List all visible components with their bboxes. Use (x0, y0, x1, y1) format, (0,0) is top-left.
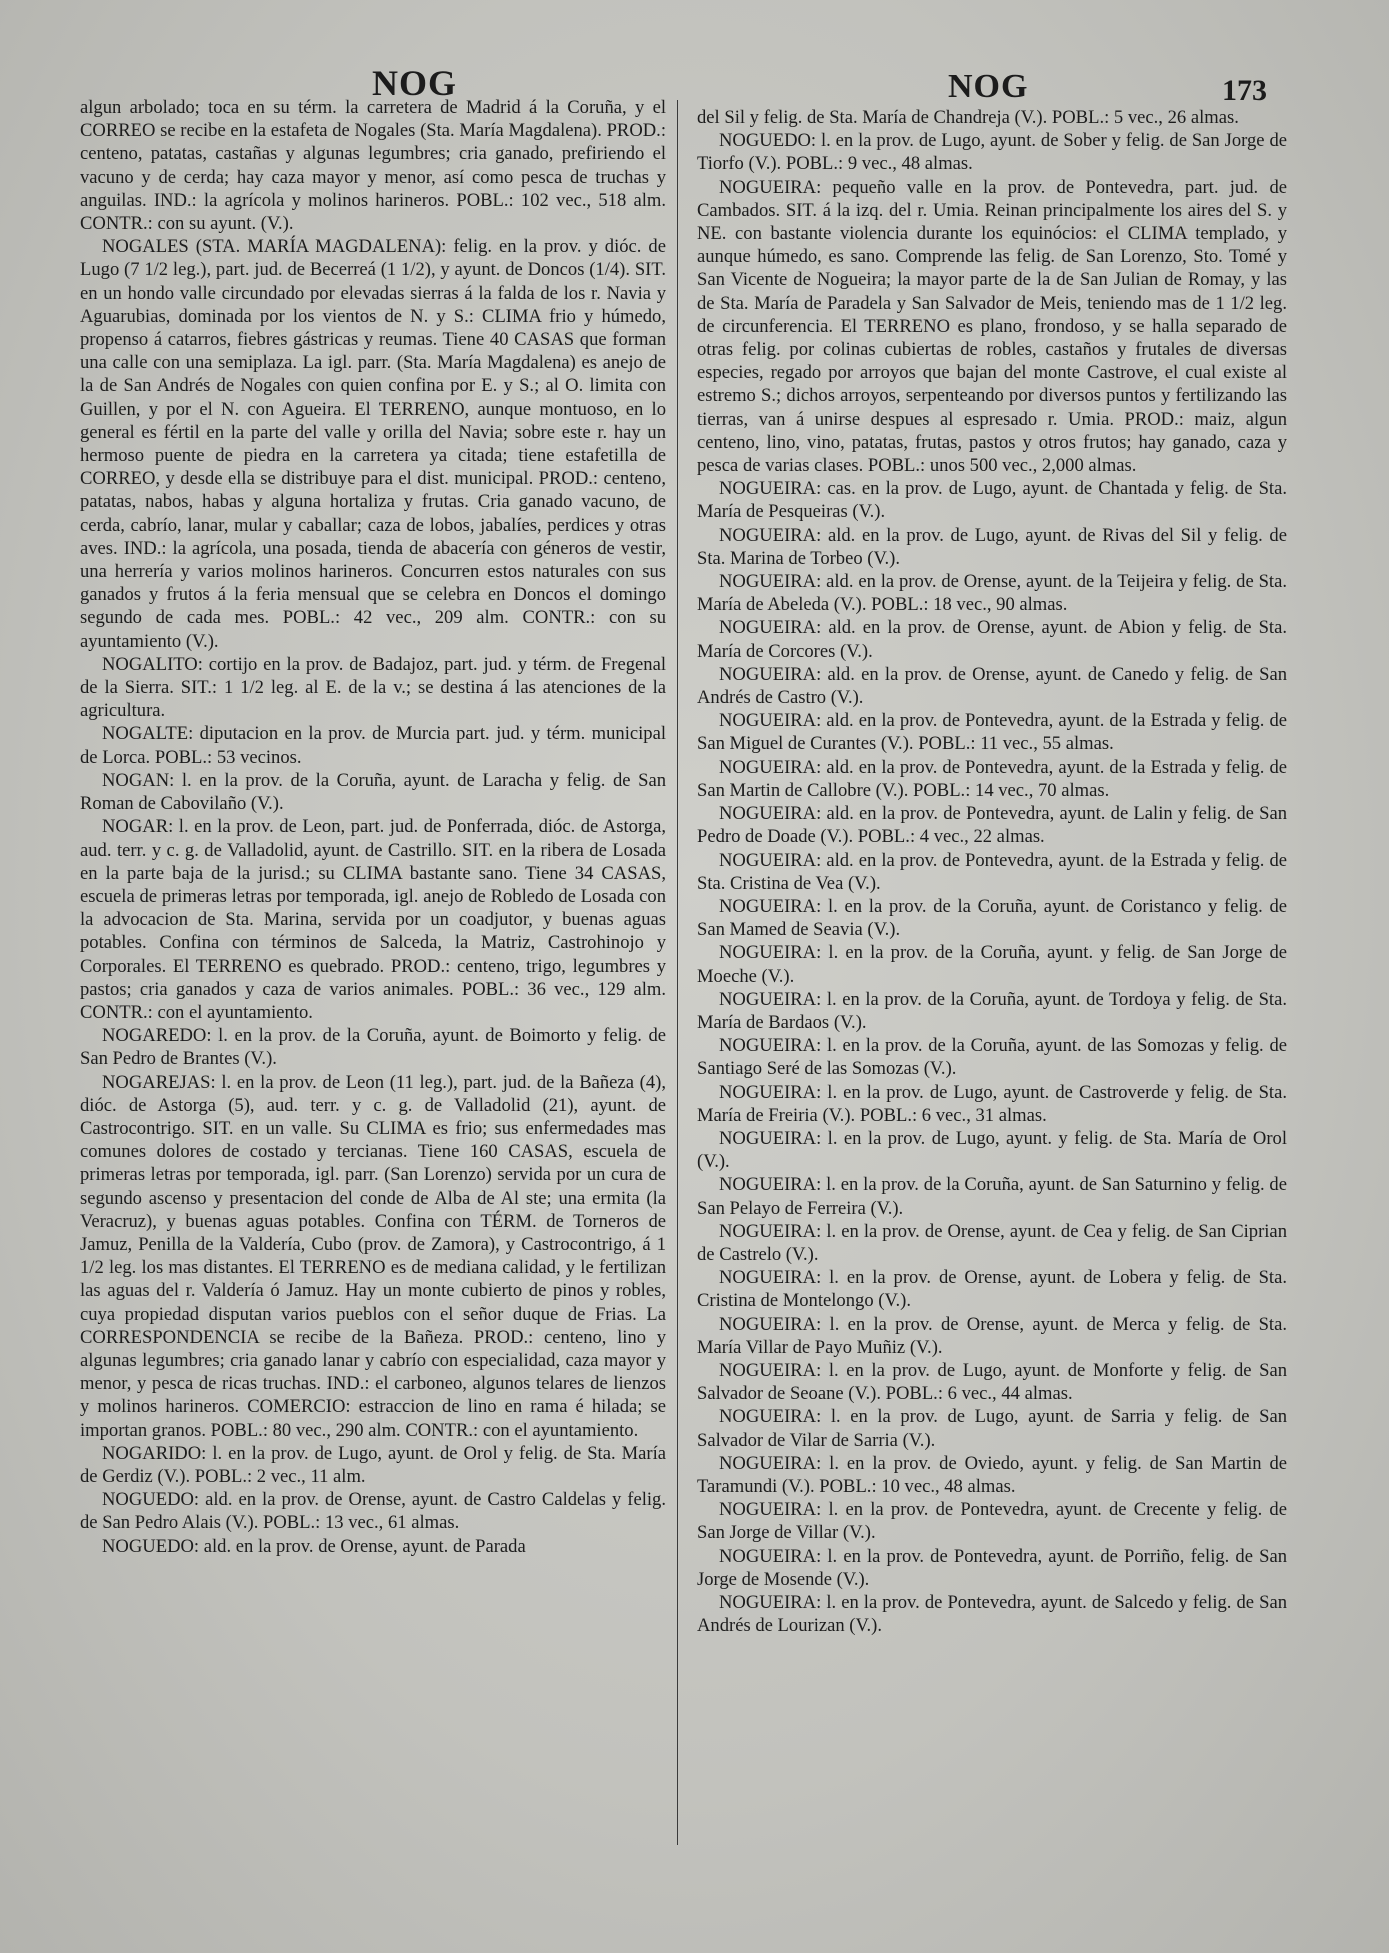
column-divider (677, 100, 678, 1845)
entry: NOGUEIRA: l. en la prov. de Lugo, ayunt. de Sarria y felig. de San Salvador de Vilar de Sarria (V.). (697, 1406, 1287, 1451)
entry: NOGUEIRA: l. en la prov. de la Coruña, ayunt. de las Somozas y felig. de Santiago Seré de las Somozas (V.). (697, 1035, 1287, 1080)
entry: NOGAREDO: l. en la prov. de la Coruña, ayunt. de Boimorto y felig. de San Pedro de Brantes (V.). (80, 1025, 666, 1070)
entry: NOGUEIRA: l. en la prov. de la Coruña, ayunt. de San Saturnino y felig. de San Pelayo de Ferreira (V.). (697, 1174, 1287, 1219)
entry: NOGUEDO: ald. en la prov. de Orense, ayunt. de Castro Caldelas y felig. de San Pedro Alais (V.). POBL.: 13 vec., 61 almas. (80, 1489, 666, 1534)
entry: NOGUEIRA: l. en la prov. de la Coruña, ayunt. de Coristanco y felig. de San Mamed de Seavia (V.). (697, 895, 1287, 941)
entry: NOGUEIRA: l. en la prov. de Lugo, ayunt. de Castroverde y felig. de Sta. María de Freiria (V.). POBL.: 6 vec., 31 almas. (697, 1081, 1287, 1126)
entry: NOGUEIRA: l. en la prov. de Orense, ayunt. de Lobera y felig. de Sta. Cristina de Montelongo (V.). (697, 1267, 1287, 1312)
entry: NOGUEIRA: l. en la prov. de Oviedo, ayunt. y felig. de San Martin de Taramundi (V.). POBL.: 10 vec., 48 almas. (697, 1452, 1287, 1497)
entry: NOGUEIRA: cas. en la prov. de Lugo, ayunt. de Chantada y felig. de Sta. María de Pesqueiras (V.). (697, 478, 1287, 523)
right-column (697, 106, 1287, 1637)
entry: NOGUEIRA: ald. en la prov. de Lugo, ayunt. de Rivas del Sil y felig. de Sta. Marina de Torbeo (V.). (697, 524, 1287, 569)
entry: NOGUEIRA: ald. en la prov. de Orense, ayunt. de Canedo y felig. de San Andrés de Castro (V.). (697, 663, 1287, 709)
entry: NOGUEIRA: l. en la prov. de Pontevedra, ayunt. de Salcedo y felig. de San Andrés de Lourizan (V.). (697, 1592, 1287, 1637)
entry: NOGUEIRA: ald. en la prov. de Pontevedra, ayunt. de la Estrada y felig. de Sta. Cristina de Vea (V.). (697, 849, 1287, 894)
entry: NOGUEIRA: ald. en la prov. de Pontevedra, ayunt. de la Estrada y felig. de San Miguel de Curantes (V.). POBL.: 11 vec., 55 almas. (697, 710, 1287, 755)
entry: NOGUEIRA: pequeño valle en la prov. de Pontevedra, part. jud. de Cambados. SIT. á la izq. del r. Umia. Reinan principalmente los aires del S. y NE. con bastante violencia durante los equinócios: el CLIMA templado, y aunque húmedo, es sano. Comprende las felig. de San Lorenzo, Sto. Tomé y San Vicente de Nogueira; la mayor parte de la de San Julian de Romay, y las de Sta. María de Paradela y San Salvador de Meis, teniendo mas de 1 1/2 leg. de circunferencia. El TERRENO es plano, frondoso, y se halla separado de otras felig. por colinas cubiertas de robles, castaños y frutales de diversas especies, regado por arroyos que bajan del monte Castrove, el cual existe al estremo S.; dichos arroyos, serpenteando por diversos puntos y fertilizando las tierras, van á unirse despues al espresado r. Umia. PROD.: maiz, algun centeno, lino, vino, patatas, frutas, pastos y otros frutos; hay ganado, caza y pesca de varias clases. POBL.: unos 500 vec., 2,000 almas. (697, 176, 1287, 477)
entry: NOGUEIRA: l. en la prov. de Lugo, ayunt. y felig. de Sta. María de Orol (V.). (697, 1127, 1287, 1173)
page-number: 173 (1222, 74, 1267, 107)
entry: NOGARIDO: l. en la prov. de Lugo, ayunt. de Orol y felig. de Sta. María de Gerdiz (V.). POBL.: 2 vec., 11 alm. (80, 1442, 666, 1487)
left-running-head: NOG (372, 63, 458, 103)
entry: NOGUEIRA: ald. en la prov. de Orense, ayunt. de la Teijeira y felig. de Sta. María de Abeleda (V.). POBL.: 18 vec., 90 almas. (697, 571, 1287, 616)
entry: NOGUEDO: l. en la prov. de Lugo, ayunt. de Sober y felig. de San Jorge de Tiorfo (V.). POBL.: 9 vec., 48 almas. (697, 130, 1287, 175)
entry: NOGUEIRA: ald. en la prov. de Orense, ayunt. de Abion y felig. de Sta. María de Corcores (V.). (697, 617, 1287, 662)
entry: NOGAREJAS: l. en la prov. de Leon (11 leg.), part. jud. de la Bañeza (4), dióc. de Astorga (5), aud. terr. y c. g. de Valladolid (21), ayunt. de Castrocontrigo. SIT. en un valle. Su CLIMA es frio; sus enfermedades mas comunes dolores de costado y tercianas. Tiene 160 CASAS, escuela de primeras letras por temporada, igl. parr. (San Lorenzo) servida por un cura de segundo ascenso y presentacion del conde de Alba de Al ste; una ermita (la Veracruz), y buenas aguas potables. Confina con TÉRM. de Torneros de Jamuz, Penilla de la Valdería, Cubo (prov. de Zamora), y Castrocontrigo, á 1 1/2 leg. los mas distantes. El TERRENO es de mediana calidad, y le fertilizan las aguas del r. Valdería ó Jamuz. Hay un monte cubierto de pinos y robles, cuya propiedad disputan varios pueblos con el señor duque de Frias. La CORRESPONDENCIA se recibe de la Bañeza. PROD.: centeno, lino y algunas legumbres; cria ganado lanar y cabrío con especialidad, caza mayor y menor, y pesca de ricas truchas. IND.: el carboneo, algunos telares de lienzos y molinos harineros. COMERCIO: estraccion de lino en rama é hilada; se importan granos. POBL.: 80 vec., 290 alm. CONTR.: con el ayuntamiento. (80, 1071, 666, 1441)
entry: del Sil y felig. de Sta. María de Chandreja (V.). POBL.: 5 vec., 26 almas. (697, 107, 1239, 128)
entry: algun arbolado; toca en su térm. la carretera de Madrid á la Coruña, y el CORREO se recibe en la estafeta de Nogales (Sta. María Magdalena). PROD.: centeno, patatas, castañas y algunas legumbres; cria ganado, prefiriendo el vacuno y de cerda; hay caza mayor y menor, así como pesca de truchas y anguilas. IND.: la agrícola y molinos harineros. POBL.: 102 vec., 518 alm. CONTR.: con su ayunt. (V.). (80, 97, 666, 235)
entry: NOGUEIRA: l. en la prov. de la Coruña, ayunt. y felig. de San Jorge de Moeche (V.). (697, 942, 1287, 987)
entry: NOGUEIRA: l. en la prov. de Orense, ayunt. de Merca y felig. de Sta. María Villar de Payo Muñiz (V.). (697, 1313, 1287, 1358)
entry: NOGUEIRA: ald. en la prov. de Pontevedra, ayunt. de la Estrada y felig. de San Martin de Callobre (V.). POBL.: 14 vec., 70 almas. (697, 756, 1287, 801)
entry: NOGUEIRA: l. en la prov. de Orense, ayunt. de Cea y felig. de San Ciprian de Castrelo (V.). (697, 1220, 1287, 1265)
entry: NOGALTE: diputacion en la prov. de Murcia part. jud. y térm. municipal de Lorca. POBL.: 53 vecinos. (80, 723, 666, 768)
entry: NOGUEIRA: l. en la prov. de Lugo, ayunt. de Monforte y felig. de San Salvador de Seoane (V.). POBL.: 6 vec., 44 almas. (697, 1359, 1287, 1405)
entry: NOGALITO: cortijo en la prov. de Badajoz, part. jud. y térm. de Fregenal de la Sierra. SIT.: 1 1/2 leg. al E. de la v.; se destina á las atenciones de la agricultura. (80, 653, 666, 722)
entry: NOGUEIRA: ald. en la prov. de Pontevedra, ayunt. de Lalin y felig. de San Pedro de Doade (V.). POBL.: 4 vec., 22 almas. (697, 803, 1287, 848)
entry: NOGUEIRA: l. en la prov. de la Coruña, ayunt. de Tordoya y felig. de Sta. María de Bardaos (V.). (697, 988, 1287, 1033)
entry: NOGAN: l. en la prov. de la Coruña, ayunt. de Laracha y felig. de San Roman de Cabovilaño (V.). (80, 769, 666, 815)
left-column (80, 96, 666, 1558)
entry: NOGAR: l. en la prov. de Leon, part. jud. de Ponferrada, dióc. de Astorga, aud. terr. y c. g. de Valladolid, ayunt. de Castrillo. SIT. en la ribera de Losada en la parte baja de la jurisd.; su CLIMA bastante sano. Tiene 34 CASAS, escuela de primeras letras por temporada, igl. anejo de Robledo de Losada con la advocacion de Sta. Marina, servida por un coadjutor, y buenas aguas potables. Confina con términos de Salceda, la Matriz, Castrohinojo y Corporales. El TERRENO es quebrado. PROD.: centeno, trigo, legumbres y pastos; cria ganados y caza de varios animales. POBL.: 36 vec., 129 alm. CONTR.: con el ayuntamiento. (80, 816, 666, 1023)
entry: NOGUEIRA: l. en la prov. de Pontevedra, ayunt. de Porriño, felig. de San Jorge de Mosende (V.). (697, 1545, 1287, 1590)
right-running-head: NOG (948, 68, 1029, 105)
entry: NOGUEIRA: l. en la prov. de Pontevedra, ayunt. de Crecente y felig. de San Jorge de Villar (V.). (697, 1499, 1287, 1544)
entry: NOGUEDO: ald. en la prov. de Orense, ayunt. de Parada (102, 1535, 526, 1557)
entry: NOGALES (STA. MARÍA MAGDALENA): felig. en la prov. y dióc. de Lugo (7 1/2 leg.), part. jud. de Becerreá (1 1/2), y ayunt. de Doncos (1/4). SIT. en un hondo valle circundado por elevadas sierras á la falda de los r. Navia y Aguarubias, dominada por los vientos de N. y S.: CLIMA frio y húmedo, propenso á catarros, fiebres gástricas y reumas. Tiene 40 CASAS que forman una calle con una semiplaza. La igl. parr. (Sta. María Magdalena) es anejo de la de San Andrés de Nogales con quien confina por E. y S.; al O. limita con Guillen, y por el N. con Agueira. El TERRENO, aunque montuoso, en lo general es fértil en la parte del valle y orilla del Navia; sobre este r. hay un hermoso puente de piedra en la carretera ya citada; tiene estafetilla de CORREO, y desde ella se distribuye para el dist. municipal. PROD.: centeno, patatas, nabos, habas y alguna hortaliza y frutas. Cria ganado vacuno, de cerda, cabrío, lanar, mular y caballar; caza de lobos, jabalíes, perdices y otras aves. IND.: la agrícola, una posada, tienda de abacería con géneros de vestir, una herrería y varios molinos harineros. Concurren estos naturales con sus ganados y frutos á la feria mensual que se celebra en Doncos el domingo segundo de cada mes. POBL.: 42 vec., 209 alm. CONTR.: con su ayuntamiento (V.). (80, 236, 666, 652)
